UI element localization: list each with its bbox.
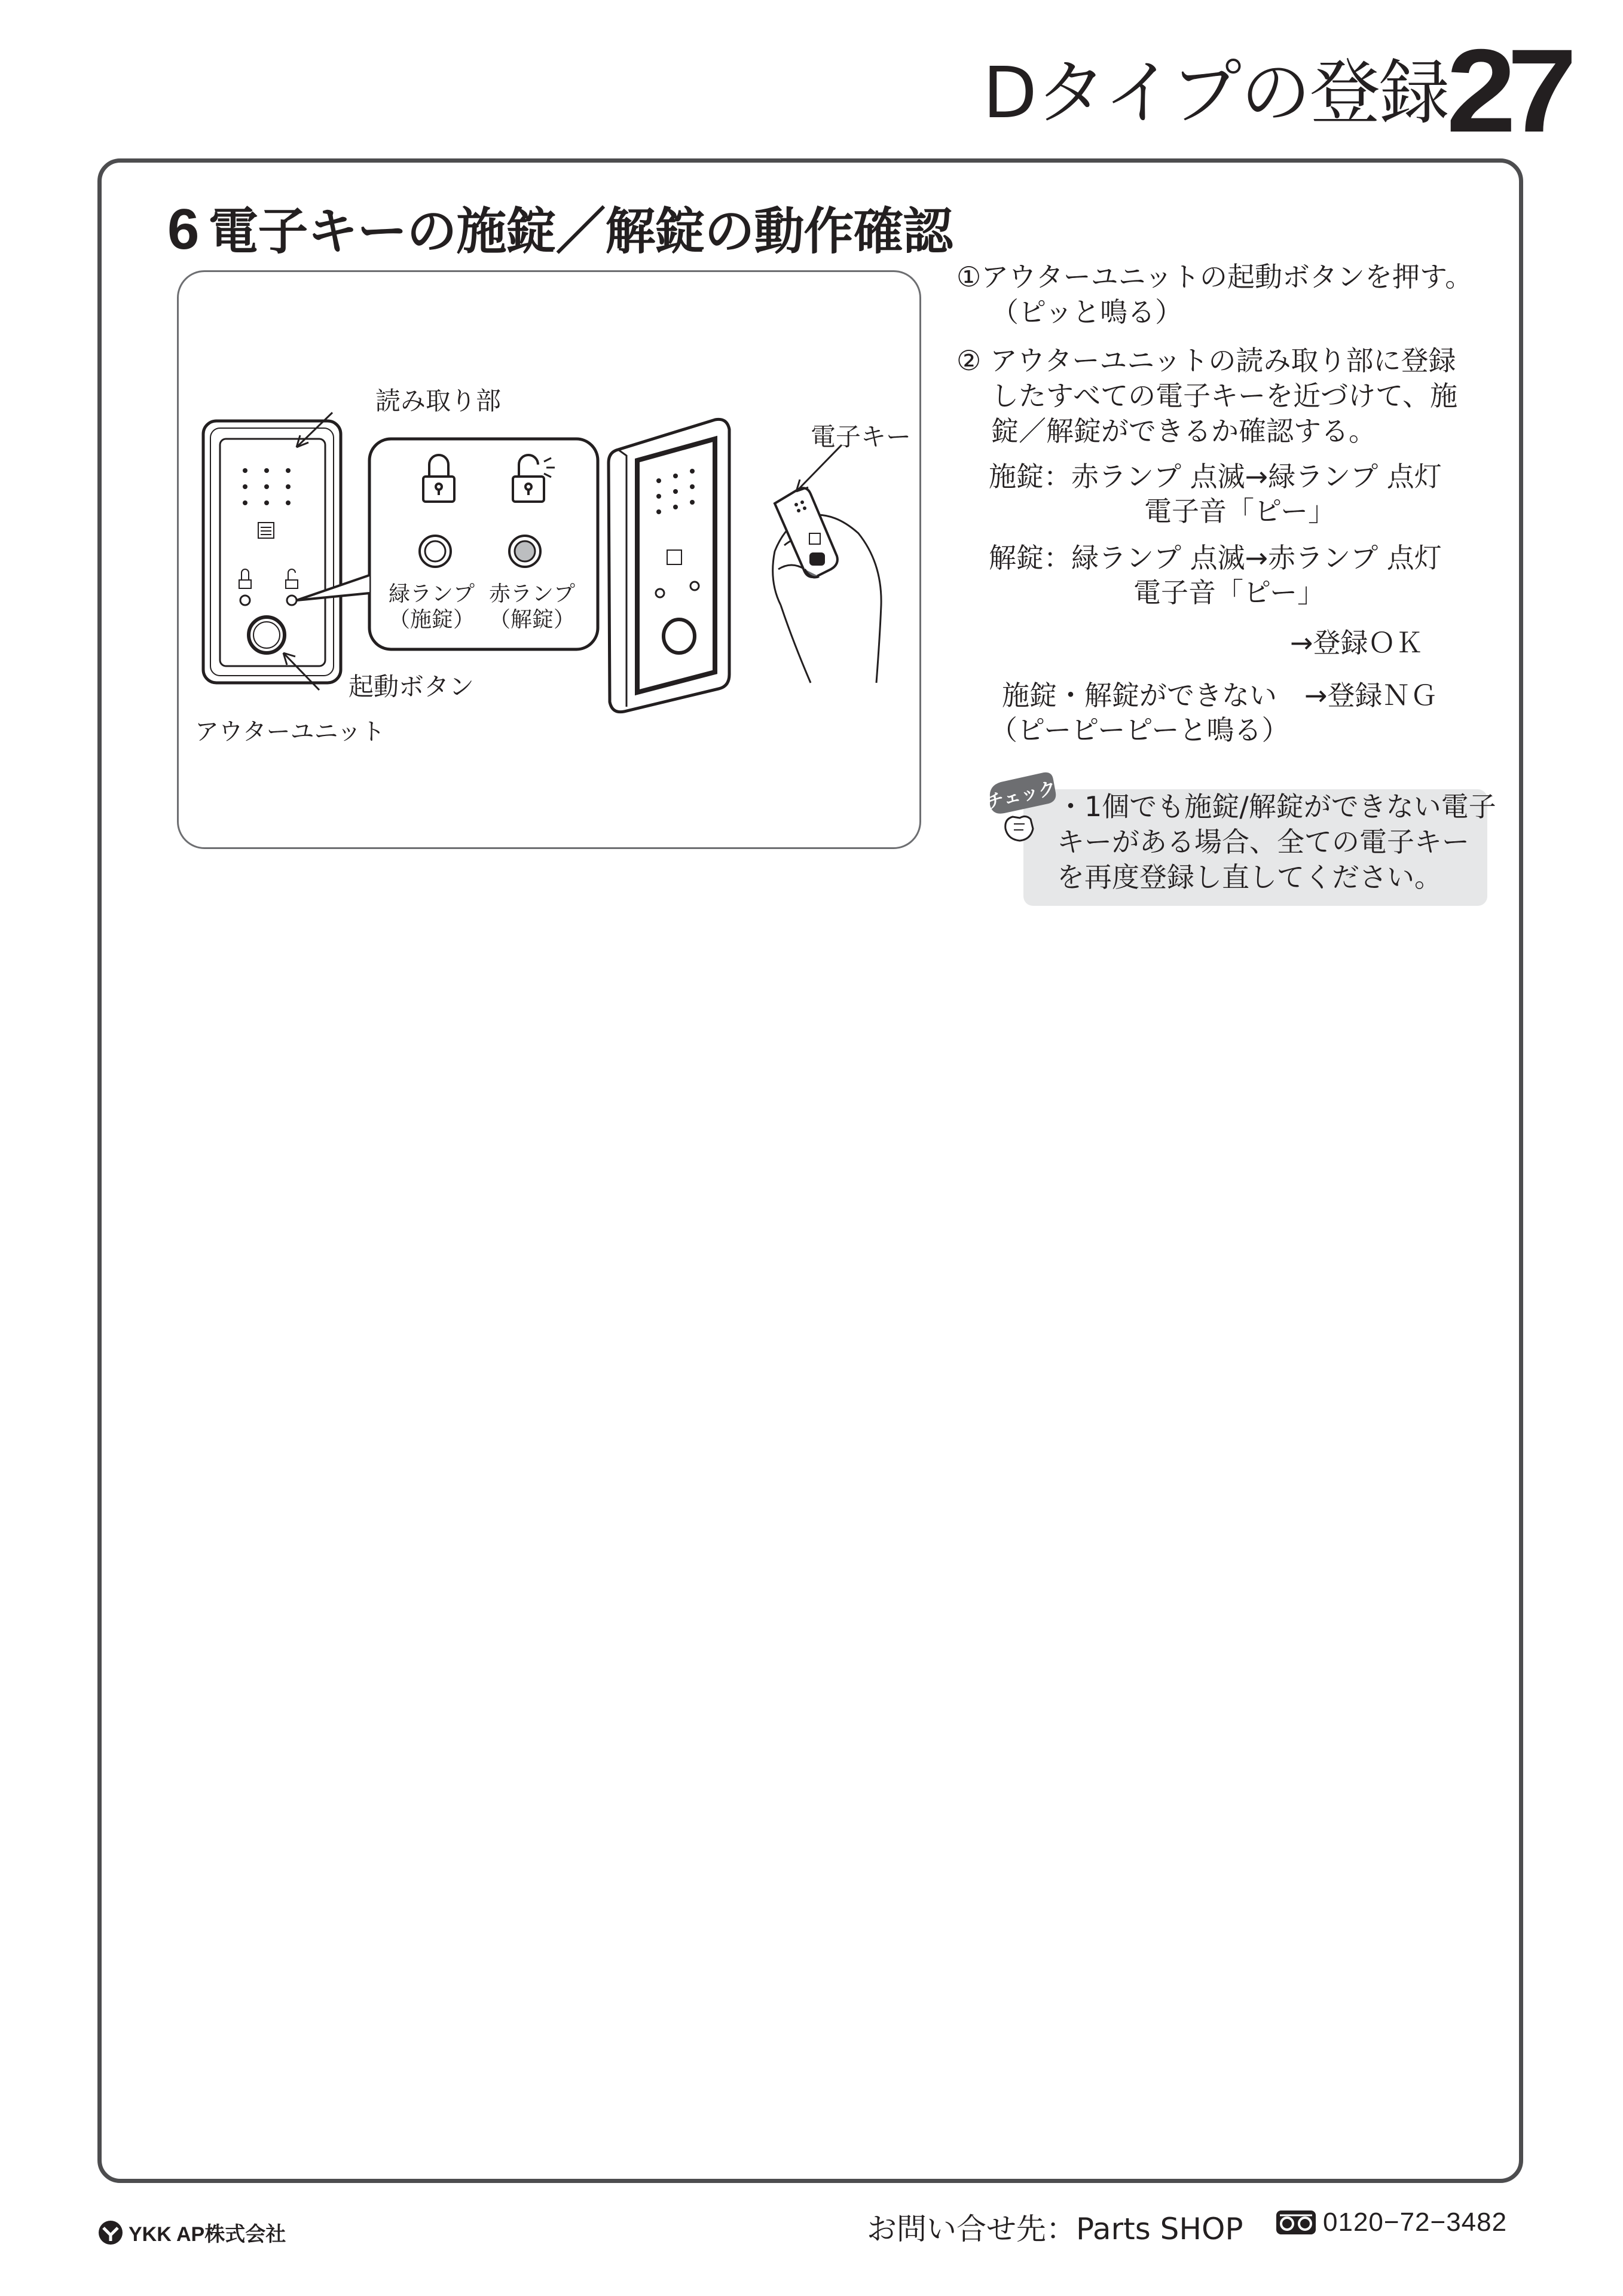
check-badge [986, 769, 1058, 849]
lock-line-1: 施錠：赤ランプ 点滅→緑ランプ 点灯 [989, 460, 1442, 493]
free-dial-icon [1275, 2209, 1317, 2236]
lock-line-2: 電子音「ピー」 [1144, 495, 1336, 527]
start-button-label: 起動ボタン [349, 672, 475, 701]
check-line-3: を再度登録し直してください。 [1057, 861, 1442, 893]
check-hand-icon [986, 769, 1058, 847]
step-2-line-3: 錠／解錠ができるか確認する。 [991, 415, 1376, 447]
unlock-line-1: 解錠：緑ランプ 点滅→赤ランプ 点灯 [989, 542, 1442, 574]
outer-unit-perspective [609, 419, 729, 712]
unlock-line-2: 電子音「ピー」 [1133, 576, 1325, 609]
step-1 [956, 259, 1472, 330]
red-lamp-name: 赤ランプ [489, 582, 576, 606]
ok-line: →登録ＯＫ [1290, 627, 1423, 659]
red-lamp-label [489, 581, 575, 633]
outer-unit-illustration [177, 270, 921, 849]
step-2-line-2: したすべての電子キーを近づけて、施 [991, 380, 1458, 412]
green-lamp-icon [420, 536, 451, 567]
outer-unit-label: アウターユニット [195, 718, 385, 746]
ng-line-1: 施錠・解錠ができない →登録ＮＧ [1002, 679, 1438, 712]
step-2-line-1: ② アウターユニットの読み取り部に登録 [956, 344, 1456, 377]
green-lamp-name: 緑ランプ [389, 582, 475, 606]
outer-unit-front [203, 421, 341, 683]
step-2 [956, 343, 1457, 449]
e-key-label: 電子キー [811, 422, 912, 451]
phone-number: 0120−72−3482 [1323, 2208, 1508, 2237]
page-title: Dタイプの登録 [983, 51, 1448, 134]
hand-with-key [773, 488, 881, 683]
keypad-dots [243, 468, 291, 505]
company-name: YKK AP株式会社 [129, 2223, 286, 2246]
footer-phone [1275, 2208, 1507, 2237]
page-number: 27 [1446, 25, 1568, 157]
ykk-logo-icon [97, 2219, 124, 2246]
green-lamp-state: （施錠） [389, 607, 475, 633]
red-lamp-icon [509, 536, 540, 567]
reader-label: 読み取り部 [375, 386, 502, 416]
footer-logo [97, 2218, 286, 2247]
green-lamp-label [389, 581, 475, 633]
section-number: 6 [167, 197, 199, 261]
section-heading [167, 191, 952, 264]
check-badge-text: チェック [986, 777, 1058, 813]
step-1-line-2: （ピッと鳴る） [991, 296, 1183, 328]
check-line-2: キーがある場合、全ての電子キー [1057, 826, 1469, 858]
footer-contact: お問い合せ先：Parts SHOP [867, 2212, 1243, 2246]
step-1-line-1: ①アウターユニットの起動ボタンを押す。 [956, 261, 1473, 293]
check-note-text [1057, 789, 1496, 895]
ng-line-2: （ピーピーピーと鳴る） [990, 714, 1289, 746]
section-title: 電子キーの施錠／解錠の動作確認 [208, 202, 953, 261]
red-lamp-state: （解錠） [489, 607, 576, 633]
check-line-1: ・1個でも施錠/解錠ができない電子 [1057, 790, 1496, 823]
